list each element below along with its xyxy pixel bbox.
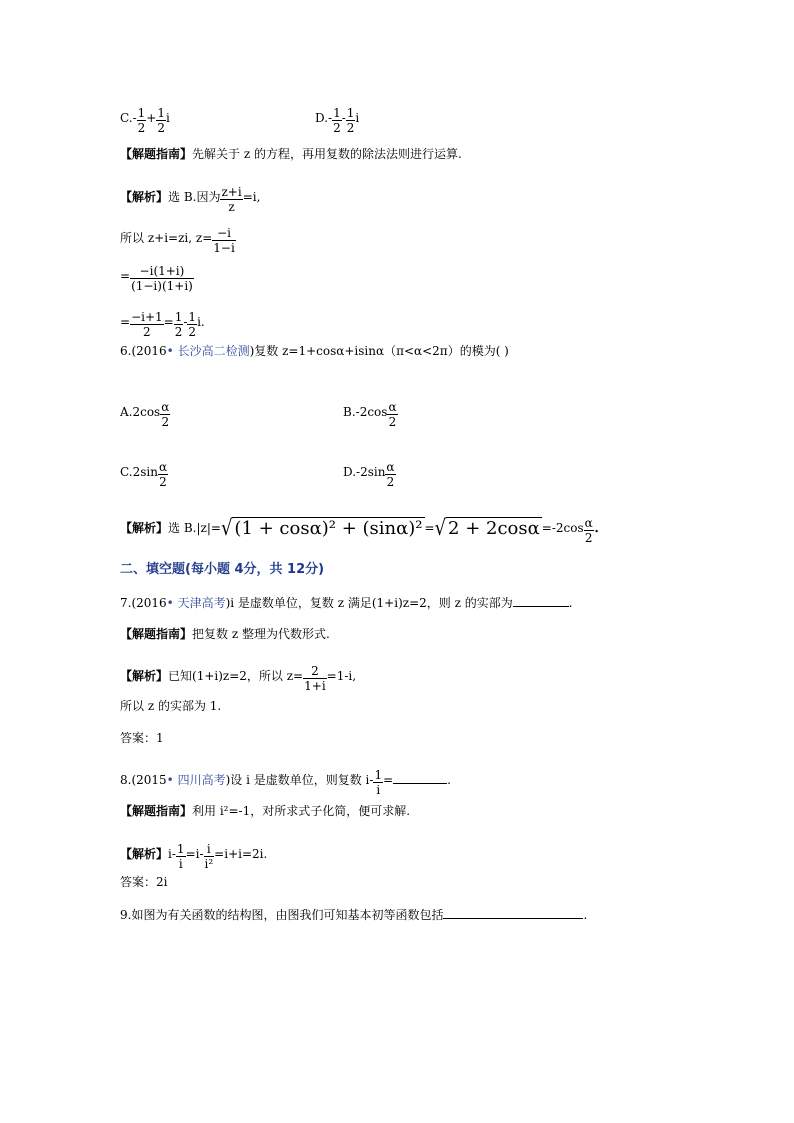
numerator: 1 — [374, 768, 383, 782]
operator: + — [146, 111, 157, 125]
question-text: )设 i 是虚数单位，则复数 i- — [225, 773, 374, 787]
numerator: 1 — [137, 106, 146, 120]
option-label: D.-2sin — [343, 465, 386, 479]
period: . — [593, 516, 600, 537]
numerator: α — [386, 460, 395, 474]
guide-text: 利用 i²=-1，对所求式子化简，便可求解. — [192, 804, 411, 818]
denominator: 2 — [346, 121, 355, 135]
solution-text: 选 B.|z|= — [168, 521, 221, 535]
question-text: )i 是虚数单位，复数 z 满足(1+i)z=2，则 z 的实部为 — [225, 596, 513, 610]
period: . — [568, 596, 573, 610]
square-root — [220, 515, 425, 541]
numerator: 1 — [346, 106, 355, 120]
numerator: −i — [212, 226, 236, 241]
numerator: α — [158, 460, 168, 474]
fraction — [130, 310, 164, 339]
section-title: 二、填空题(每小题 4分，共 12分) — [120, 562, 325, 577]
fraction — [204, 842, 215, 871]
fraction — [220, 185, 242, 214]
q5-solution-line2 — [120, 224, 236, 253]
fraction — [187, 310, 197, 339]
numerator: α — [584, 516, 593, 530]
q6-option-d — [343, 458, 396, 487]
solution-text: =i, — [242, 190, 261, 204]
question-source: • 天津高考 — [166, 596, 226, 610]
q6-option-c — [120, 458, 168, 487]
radical-sign: √ — [220, 515, 233, 541]
answer-blank[interactable] — [443, 906, 583, 919]
q9-stem — [120, 906, 587, 923]
q5-solution-line4 — [120, 308, 205, 337]
denominator: 2 — [584, 531, 593, 545]
solution-tag: 【解析】 — [120, 190, 169, 204]
question-source: • 四川高考 — [166, 773, 226, 787]
fraction — [158, 460, 168, 489]
guide-text: 先解关于 z 的方程，再用复数的除法法则进行运算. — [192, 147, 462, 161]
fraction — [373, 768, 383, 797]
q8-stem — [120, 766, 451, 795]
fraction — [346, 106, 356, 135]
numerator: 1 — [174, 310, 183, 324]
numerator: 2 — [303, 664, 327, 679]
numerator: 1 — [157, 106, 165, 120]
radicand: (1 + cosα)² + (sinα)² — [234, 517, 423, 539]
numerator: z+i — [221, 185, 242, 199]
denominator: 1+i — [304, 679, 326, 693]
equals-sign: = — [120, 269, 131, 283]
guide-tag: 【解题指南】 — [120, 627, 193, 641]
option-label: C. — [120, 111, 133, 125]
fraction — [156, 106, 166, 135]
solution-tag: 【解析】 — [120, 521, 169, 535]
fraction — [160, 400, 170, 429]
q5-solution-line3 — [120, 262, 194, 291]
answer-blank[interactable] — [513, 594, 569, 607]
fraction — [174, 310, 184, 339]
q5-option-d — [315, 104, 359, 133]
guide-tag: 【解题指南】 — [120, 147, 193, 161]
question-source: • 长沙高二检测 — [166, 344, 250, 358]
q7-answer: 答案：1 — [120, 731, 164, 745]
operator: - — [341, 111, 346, 125]
solution-text: =i- — [185, 847, 204, 861]
solution-text: 所以 z+i=zi, z= — [120, 231, 213, 245]
numerator: i — [204, 842, 215, 857]
period: . — [447, 773, 451, 787]
fraction — [130, 264, 194, 293]
numerator: α — [161, 400, 170, 414]
q8-answer: 答案：2i — [120, 875, 168, 889]
solution-tag: 【解析】 — [120, 669, 169, 683]
fraction — [584, 516, 594, 545]
equals-sign: = — [424, 521, 435, 535]
q5-guide — [120, 146, 462, 162]
solution-text: =i+i=2i. — [214, 847, 268, 861]
fraction — [303, 664, 327, 693]
denominator: 2 — [174, 325, 183, 339]
answer-blank[interactable] — [393, 771, 447, 784]
q7-stem — [120, 594, 573, 611]
solution-text: 已知(1+i)z=2，所以 z= — [168, 669, 304, 683]
operator: - — [183, 315, 188, 329]
q7-solution — [120, 662, 356, 691]
fraction — [385, 460, 395, 489]
q8-guide — [120, 803, 410, 819]
numerator: 1 — [176, 842, 185, 856]
question-number: 7.(2016 — [120, 596, 167, 610]
q6-stem — [120, 343, 509, 359]
denominator: 2 — [188, 325, 197, 339]
solution-text: =1-i, — [326, 669, 357, 683]
guide-text: 把复数 z 整理为代数形式. — [192, 627, 330, 641]
numerator: −i(1+i) — [130, 264, 194, 279]
q7-solution-line2: 所以 z 的实部为 1. — [120, 699, 222, 713]
q7-guide — [120, 626, 330, 642]
option-label: D. — [315, 111, 329, 125]
numerator: α — [388, 400, 397, 414]
denominator: i — [376, 783, 381, 797]
denominator: 2 — [161, 415, 170, 429]
q5-option-c — [120, 104, 170, 133]
question-text: 9.如图为有关函数的结构图，由图我们可知基本初等函数包括 — [120, 908, 444, 922]
q6-solution — [120, 514, 600, 543]
denominator: (1−i)(1+i) — [131, 279, 193, 293]
solution-text: i- — [168, 847, 176, 861]
equals-sign: = — [120, 315, 131, 329]
equals-sign: = — [163, 315, 174, 329]
denominator: 2 — [137, 121, 146, 135]
fraction — [176, 842, 186, 871]
denominator: 2 — [157, 121, 165, 135]
option-label: A.2cos — [120, 405, 161, 419]
denominator: 2 — [388, 415, 397, 429]
imaginary-unit: i — [165, 111, 170, 125]
denominator: 2 — [333, 121, 341, 135]
square-root — [434, 515, 542, 541]
radical-sign: √ — [434, 515, 447, 541]
imaginary-unit: i — [355, 111, 360, 125]
solution-text: =-2cos — [541, 521, 584, 535]
denominator: 2 — [386, 475, 395, 489]
q6-option-b — [343, 398, 398, 427]
denominator: i — [178, 857, 183, 871]
minus-sign: - — [328, 111, 333, 125]
option-label: C.2sin — [120, 465, 158, 479]
numerator: 1 — [333, 106, 341, 120]
question-number: 6.(2016 — [120, 344, 167, 358]
radicand: 2 + 2cosα — [448, 517, 540, 539]
denominator: z — [228, 200, 235, 214]
fraction — [212, 226, 236, 255]
fraction — [137, 106, 147, 135]
numerator: 1 — [188, 310, 197, 324]
denominator: i² — [204, 857, 214, 871]
denominator: 2 — [143, 325, 151, 339]
question-number: 8.(2015 — [120, 773, 167, 787]
solution-tag: 【解析】 — [120, 847, 169, 861]
equals-sign: = — [383, 773, 394, 787]
q8-solution — [120, 840, 267, 869]
q5-solution-line1 — [120, 183, 260, 212]
numerator: −i+1 — [131, 310, 163, 324]
question-text: )复数 z=1+cosα+isinα（π<α<2π）的模为( ) — [249, 344, 509, 358]
guide-tag: 【解题指南】 — [120, 804, 193, 818]
fraction — [332, 106, 342, 135]
imaginary-unit: i. — [197, 315, 205, 329]
solution-text: 选 B.因为 — [168, 190, 221, 204]
minus-sign: - — [132, 111, 137, 125]
fraction — [387, 400, 397, 429]
denominator: 2 — [159, 475, 167, 489]
q6-option-a — [120, 398, 170, 427]
denominator: 1−i — [213, 241, 235, 255]
period: . — [583, 908, 588, 922]
option-label: B.-2cos — [343, 405, 388, 419]
